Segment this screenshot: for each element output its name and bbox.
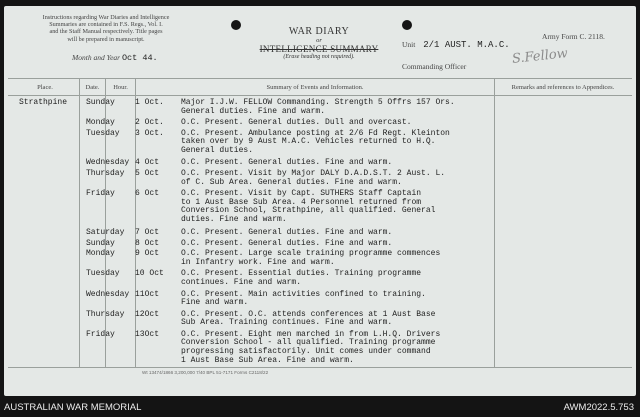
form-number: Army Form C. 2118.: [542, 32, 605, 41]
summary-line: taken over by 9 Aust M.A.C. Vehicles returned to H.Q.: [181, 137, 436, 147]
summary-line: of C. Sub Area. General duties. Fine and warm.: [181, 177, 402, 187]
summary-line: continues. Fine and warm.: [181, 278, 302, 288]
summary-line: O.C. Present. Visit by Major DALY D.A.D.S.T. 2 Aust. L.: [181, 168, 446, 178]
summary-line: O.C. Present. Eight men marched in from L.H.Q. Drivers: [181, 329, 441, 339]
diary-sheet: [4, 6, 636, 396]
entry-date: 5 Oct: [135, 168, 160, 178]
entry-date: 10 Oct: [135, 269, 164, 279]
entry-day: Tuesday: [86, 128, 120, 138]
summary-line: O.C. Present. Visit by Capt. SUTHERS Staff Captain: [181, 189, 422, 199]
summary-line: Sub Area. Training continues. Fine and warm.: [181, 318, 393, 328]
summary-line: O.C. Present. Large scale training programme commences: [181, 249, 441, 259]
entry-place: Strathpine: [19, 98, 68, 107]
summary-line: Conversion School - all qualified. Training programme: [181, 338, 436, 348]
entry-date: 2 Oct.: [135, 118, 164, 128]
accession-number: AWM2022.5.753: [563, 402, 634, 413]
entry-date: 8 Oct: [135, 238, 160, 248]
entry-day: Wednesday: [86, 158, 130, 168]
entry-date: 12Oct: [135, 309, 160, 319]
entry-summary: [181, 270, 493, 287]
commanding-officer-label: Commanding Officer: [402, 62, 467, 71]
entry-summary: [181, 331, 493, 365]
entry-summary: [181, 99, 493, 116]
diary-title: WAR DIARY: [288, 26, 350, 37]
entry-day: Thursday: [86, 168, 125, 178]
entry-date: 1 Oct.: [135, 98, 164, 107]
entry-summary: [181, 291, 493, 308]
summary-line: duties. Fine and warm.: [181, 214, 287, 224]
column-divider: [79, 78, 80, 367]
entry-summary: [181, 170, 493, 187]
column-place: Place.: [37, 84, 53, 91]
entry-summary: [181, 190, 493, 224]
column-hour: Hour.: [113, 84, 128, 91]
unit-field: Unit 2/1 AUST. M.A.C.: [402, 40, 510, 50]
entry-date: 7 Oct: [135, 228, 160, 238]
summary-line: O.C. Present. Main activities confined to training.: [181, 289, 426, 299]
summary-line: O.C. Present. General duties. Fine and warm.: [181, 228, 393, 238]
column-remarks: Remarks and references to Appendices.: [511, 84, 615, 91]
archive-caption: AUSTRALIAN WAR MEMORIAL: [4, 402, 142, 413]
table-rule: [8, 78, 632, 79]
table-rule: [8, 95, 632, 96]
summary-line: Fine and warm.: [181, 298, 249, 308]
entry-summary: [181, 119, 493, 128]
entry-summary: [181, 159, 493, 168]
entry-date: 6 Oct: [135, 189, 160, 199]
entry-day: Monday: [86, 118, 115, 128]
entry-day: Tuesday: [86, 269, 120, 279]
summary-line: O.C. Present. General duties. Dull and overcast.: [181, 118, 412, 128]
summary-line: General duties. Fine and warm.: [181, 106, 326, 116]
entry-date: 9 Oct: [135, 249, 160, 259]
column-divider: [494, 78, 495, 367]
instructions-note: Instructions regarding War Diaries and Intelligence Summaries are contained in F.S. Regs., Vol. I. and the Staff Manual respectively. Title pages will be prepared in manuscript.: [42, 14, 170, 43]
summary-line: Major I.J.W. FELLOW Commanding. Strength 5 Offrs 157 Ors.: [181, 98, 455, 107]
summary-line: O.C. Present. O.C. attends conferences at 1 Aust Base: [181, 309, 436, 319]
column-summary: Summary of Events and Information.: [266, 84, 364, 91]
diary-subtitle: INTELLIGENCE SUMMARY: [259, 44, 379, 54]
entry-date: 3 Oct.: [135, 128, 164, 138]
entry-date: 11Oct: [135, 289, 160, 299]
table-rule: [8, 367, 632, 368]
entry-summary: [181, 229, 493, 238]
summary-line: progressing satisfactorily. Unit comes under command: [181, 346, 431, 356]
column-date: Date.: [85, 84, 100, 91]
summary-line: 1 Aust Base Sub Area. Fine and warm.: [181, 355, 354, 365]
summary-line: to 1 Aust Base Sub Area. 4 Personnel returned from: [181, 197, 422, 207]
entry-summary: [181, 130, 493, 156]
entry-day: Thursday: [86, 309, 125, 319]
entry-day: Sunday: [86, 238, 115, 248]
entry-date: 4 Oct: [135, 158, 160, 168]
entry-day: Friday: [86, 329, 115, 339]
summary-line: in Infantry work. Fine and warm.: [181, 257, 335, 267]
diary-title-block: WAR DIARY or INTELLIGENCE SUMMARY (Erase heading not required).: [234, 26, 404, 60]
entry-date: 13Oct: [135, 329, 160, 339]
entry-day: Friday: [86, 189, 115, 199]
entry-summary: [181, 240, 493, 249]
summary-line: O.C. Present. General duties. Fine and warm.: [181, 158, 393, 168]
entry-summary: [181, 311, 493, 328]
unit-value: 2/1 AUST. M.A.C.: [423, 40, 510, 50]
entry-day: Wednesday: [86, 289, 130, 299]
entry-summary: [181, 250, 493, 267]
signature: S.Fellow: [511, 46, 569, 67]
summary-line: O.C. Present. Ambulance posting at 2/6 Fd Regt. Kleinton: [181, 128, 450, 138]
summary-line: General duties.: [181, 145, 254, 155]
entry-day: Saturday: [86, 228, 125, 238]
entry-day: Sunday: [86, 98, 115, 107]
month-and-year: Month and Year Oct 44.: [72, 53, 158, 63]
summary-line: O.C. Present. Essential duties. Training programme: [181, 269, 422, 279]
print-code: Wt 13474/1866 3,200,000 7/40 BPL 51-7171 Forms C2118/22: [142, 370, 269, 375]
summary-line: O.C. Present. General duties. Fine and warm.: [181, 238, 393, 248]
entry-day: Monday: [86, 249, 115, 259]
summary-line: Conversion School, Strathpine, all qualified. General: [181, 206, 436, 216]
month-value: Oct 44.: [121, 53, 158, 63]
